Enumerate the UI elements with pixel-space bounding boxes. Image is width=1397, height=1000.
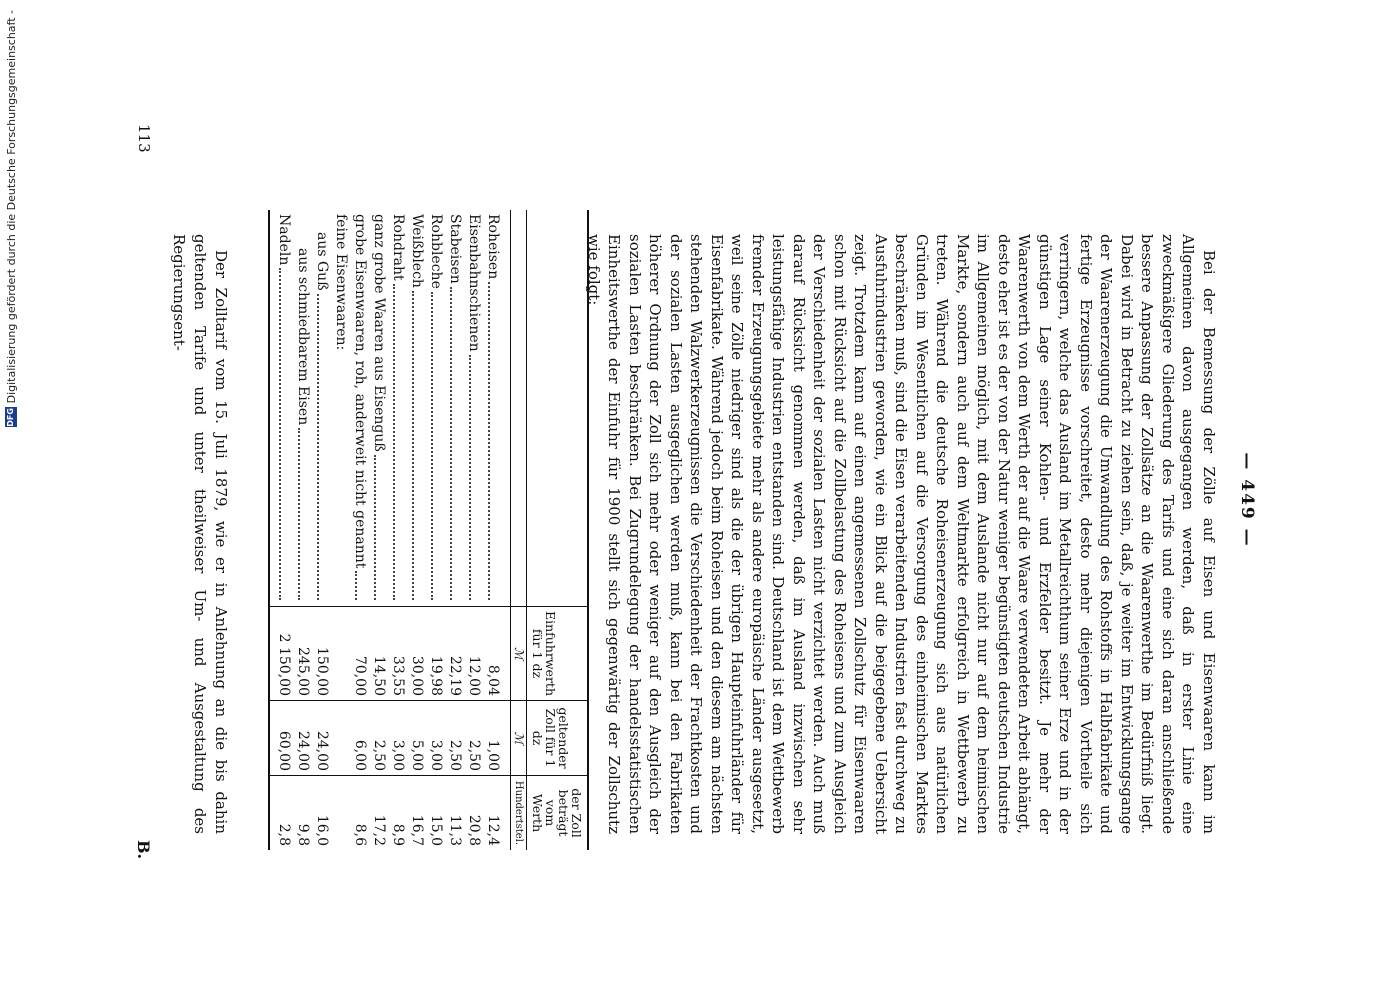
leader-dots	[393, 284, 407, 600]
table-row	[483, 210, 511, 850]
table-row	[312, 210, 331, 850]
item-label: feine Eisenwaaren:	[333, 214, 349, 351]
leader-dots	[355, 571, 369, 600]
item-label: aus Guß	[314, 232, 330, 291]
duty-value: 6,00	[350, 701, 369, 776]
unit-percent: Hundertstel.	[511, 776, 527, 851]
table-row	[269, 210, 293, 850]
import-value: 150,00	[312, 606, 331, 700]
import-value: 30,00	[407, 606, 426, 700]
percent-value: 11,3	[445, 776, 464, 851]
duty-value: 2,50	[369, 701, 388, 776]
duty-value: 1,00	[483, 701, 511, 776]
item-label: Nadeln	[276, 214, 292, 266]
signature-mark: B.	[134, 840, 153, 860]
import-value: 22,19	[445, 606, 464, 700]
row-label	[483, 210, 511, 606]
tariff-table	[268, 210, 589, 850]
page-number: — 449 —	[1237, 452, 1257, 548]
import-value	[331, 606, 350, 700]
row-label	[426, 210, 445, 606]
duty-value	[331, 701, 350, 776]
item-label: grobe Eisenwaaren, roh, anderweit nicht genannt	[352, 214, 368, 569]
item-label: Rohdraht	[390, 214, 406, 281]
row-label	[312, 210, 331, 606]
leader-dots	[469, 355, 483, 600]
paragraph-text: Bei der Bemessung der Zölle auf Eisen und Eisenwaaren kann im Allgemeinen davon ausgegangen werden, daß in erster Linie eine zweckmäßigere Gliederung des Tarifs und eine sich daran anschließende bessere Anpassung der Zollsätze an die Waarenwerthe im Bedürfniß liegt. Dabei wird in Betracht zu ziehen sein, daß, je weiter im Entwicklungsgange der Waarenerzeugung die Umwandlung des Rohstoffs in Halbfabrikate und fertige Erzeugnisse vorschreitet, desto mehr diejenigen Vortheile sich verringern, welche das Ausland im Metallreichthum seiner Erze und in der günstigen Lage seiner Kohlen- und Erzfelder besitzt. Je mehr der Waarenwerth von dem Werth der auf die Waare verwendeten Arbeit abhängt, desto eher ist es der von der Natur weniger begünstigten deutschen Industrie im Allgemeinen möglich, mit dem Auslande nicht nur auf dem heimischen Markte, sondern auch auf dem Weltmarkte erfolgreich in Wettbewerb zu treten. Während die deutsche Roheisenerzeugung sich aus natürlichen Gründen im Wesentlichen auf die Versorgung des einheimischen Marktes beschränken muß, sind die Eisen verarbeitenden Industrien fast durchweg zu Ausfuhrindustrien geworden, wie ein Blick auf die beigegebene Uebersicht zeigt. Trotzdem kann auf einen angemessenen Zollschutz für Eisenwaaren schon mit Rücksicht auf die Zollbelastung des Roheisens und zum Ausgleich der Verschiedenheit der sozialen Lasten nicht verzichtet werden. Auch muß darauf Rücksicht genommen werden, daß im Ausland inzwischen sehr leistungsfähige Industrien entstanden sind. Deutschland ist dem Wettbewerb fremder Erzeugungsgebiete mehr als andere europäische Länder ausgesetzt, weil seine Zölle niedriger sind als die der übrigen Haupteinfuhrländer für Eisenfabrikate. Während jedoch beim Roheisen und den diesem am nächsten stehenden Walzwerkerzeugnissen die Verschiedenheit der Frachtkosten und der sozialen Lasten ausgeglichen werden muß, kann bei den Fabrikaten höherer Ordnung der Zoll sich mehr oder weniger auf den Ausgleich der sozialen Lasten beschränken. Bei Zugrundelegung der handelsstatistischen Einheitswerthe der Einfuhr für 1900 stellt sich gegenwärtig der Zollschutz wie folgt:	[585, 234, 1218, 834]
row-label	[407, 210, 426, 606]
table-row	[293, 210, 312, 850]
table-row	[464, 210, 483, 850]
row-label	[269, 210, 293, 606]
row-label	[388, 210, 407, 606]
footer	[133, 0, 153, 1000]
table-header-row	[527, 210, 589, 850]
duty-value: 60,00	[269, 701, 293, 776]
import-value: 2 150,00	[269, 606, 293, 700]
item-label: Rohbleche	[428, 214, 444, 289]
unit-duty: ℳ	[511, 701, 527, 776]
leader-dots	[374, 455, 388, 600]
row-label	[293, 210, 312, 606]
percent-value: 2,8	[269, 776, 293, 851]
leader-dots	[450, 287, 464, 600]
row-label	[350, 210, 369, 606]
import-value: 19,98	[426, 606, 445, 700]
percent-value: 20,8	[464, 776, 483, 851]
table-row	[426, 210, 445, 850]
percent-value: 9,8	[293, 776, 312, 851]
leader-dots	[431, 292, 445, 600]
table-row	[388, 210, 407, 850]
table-row	[331, 210, 350, 850]
percent-value: 12,4	[483, 776, 511, 851]
body-paragraph	[584, 234, 1220, 834]
item-label: Roheisen	[485, 214, 501, 280]
percent-value	[331, 776, 350, 851]
header-duty: geltender Zoll für 1 dz	[527, 701, 589, 776]
leader-dots	[298, 428, 312, 600]
item-label: ganz grobe Waaren aus Eisenguß	[371, 214, 387, 452]
leader-dots	[317, 294, 331, 600]
leader-dots	[488, 282, 502, 600]
header-import-value: Einfuhrwerth für 1 dz	[527, 606, 589, 700]
row-label	[369, 210, 388, 606]
duty-value: 3,00	[388, 701, 407, 776]
dfg-logo-icon: DFG	[6, 408, 15, 427]
item-label: Stabeisen	[447, 214, 463, 284]
unit-import-value: ℳ	[511, 606, 527, 700]
import-value: 245,00	[293, 606, 312, 700]
import-value: 12,00	[464, 606, 483, 700]
duty-value: 3,00	[426, 701, 445, 776]
percent-value: 8,6	[350, 776, 369, 851]
import-value: 70,00	[350, 606, 369, 700]
percent-value: 15,0	[426, 776, 445, 851]
percent-value: 16,7	[407, 776, 426, 851]
header-label	[527, 210, 589, 606]
table-row	[369, 210, 388, 850]
import-value: 14,50	[369, 606, 388, 700]
header-percent: der Zoll beträgt vom Werth	[527, 776, 589, 851]
item-label: aus schmiedbarem Eisen	[295, 248, 311, 426]
closing-paragraph	[168, 234, 231, 834]
row-label	[331, 210, 350, 606]
percent-value: 8,9	[388, 776, 407, 851]
closing-text: Der Zolltarif vom 15. Juli 1879, wie er in Anlehnung an die bis dahin geltenden Tarife und unter theilweiser Um- und Ausgestaltung des Regierungsent-	[170, 234, 230, 834]
leader-dots	[279, 268, 293, 600]
row-label	[445, 210, 464, 606]
duty-value: 24,00	[312, 701, 331, 776]
percent-value: 17,2	[369, 776, 388, 851]
duty-value: 5,00	[407, 701, 426, 776]
percent-value: 16,0	[312, 776, 331, 851]
duty-value: 24,00	[293, 701, 312, 776]
import-value: 33,55	[388, 606, 407, 700]
duty-value: 2,50	[464, 701, 483, 776]
sheet-number: 113	[135, 124, 153, 153]
row-label	[464, 210, 483, 606]
item-label: Weißblech	[409, 214, 425, 288]
table-row	[350, 210, 369, 850]
import-value: 8,04	[483, 606, 511, 700]
table-body	[269, 210, 511, 850]
table-unit-row	[511, 210, 527, 850]
credit-text: Digitalisierung gefördert durch die Deutsche Forschungsgemeinschaft -	[4, 10, 18, 404]
item-label: Eisenbahnschienen	[466, 214, 482, 352]
table-row	[445, 210, 464, 850]
unit-label	[511, 210, 527, 606]
duty-value: 2,50	[445, 701, 464, 776]
table-row	[407, 210, 426, 850]
leader-dots	[412, 291, 426, 600]
dfg-credit	[3, 0, 19, 1000]
